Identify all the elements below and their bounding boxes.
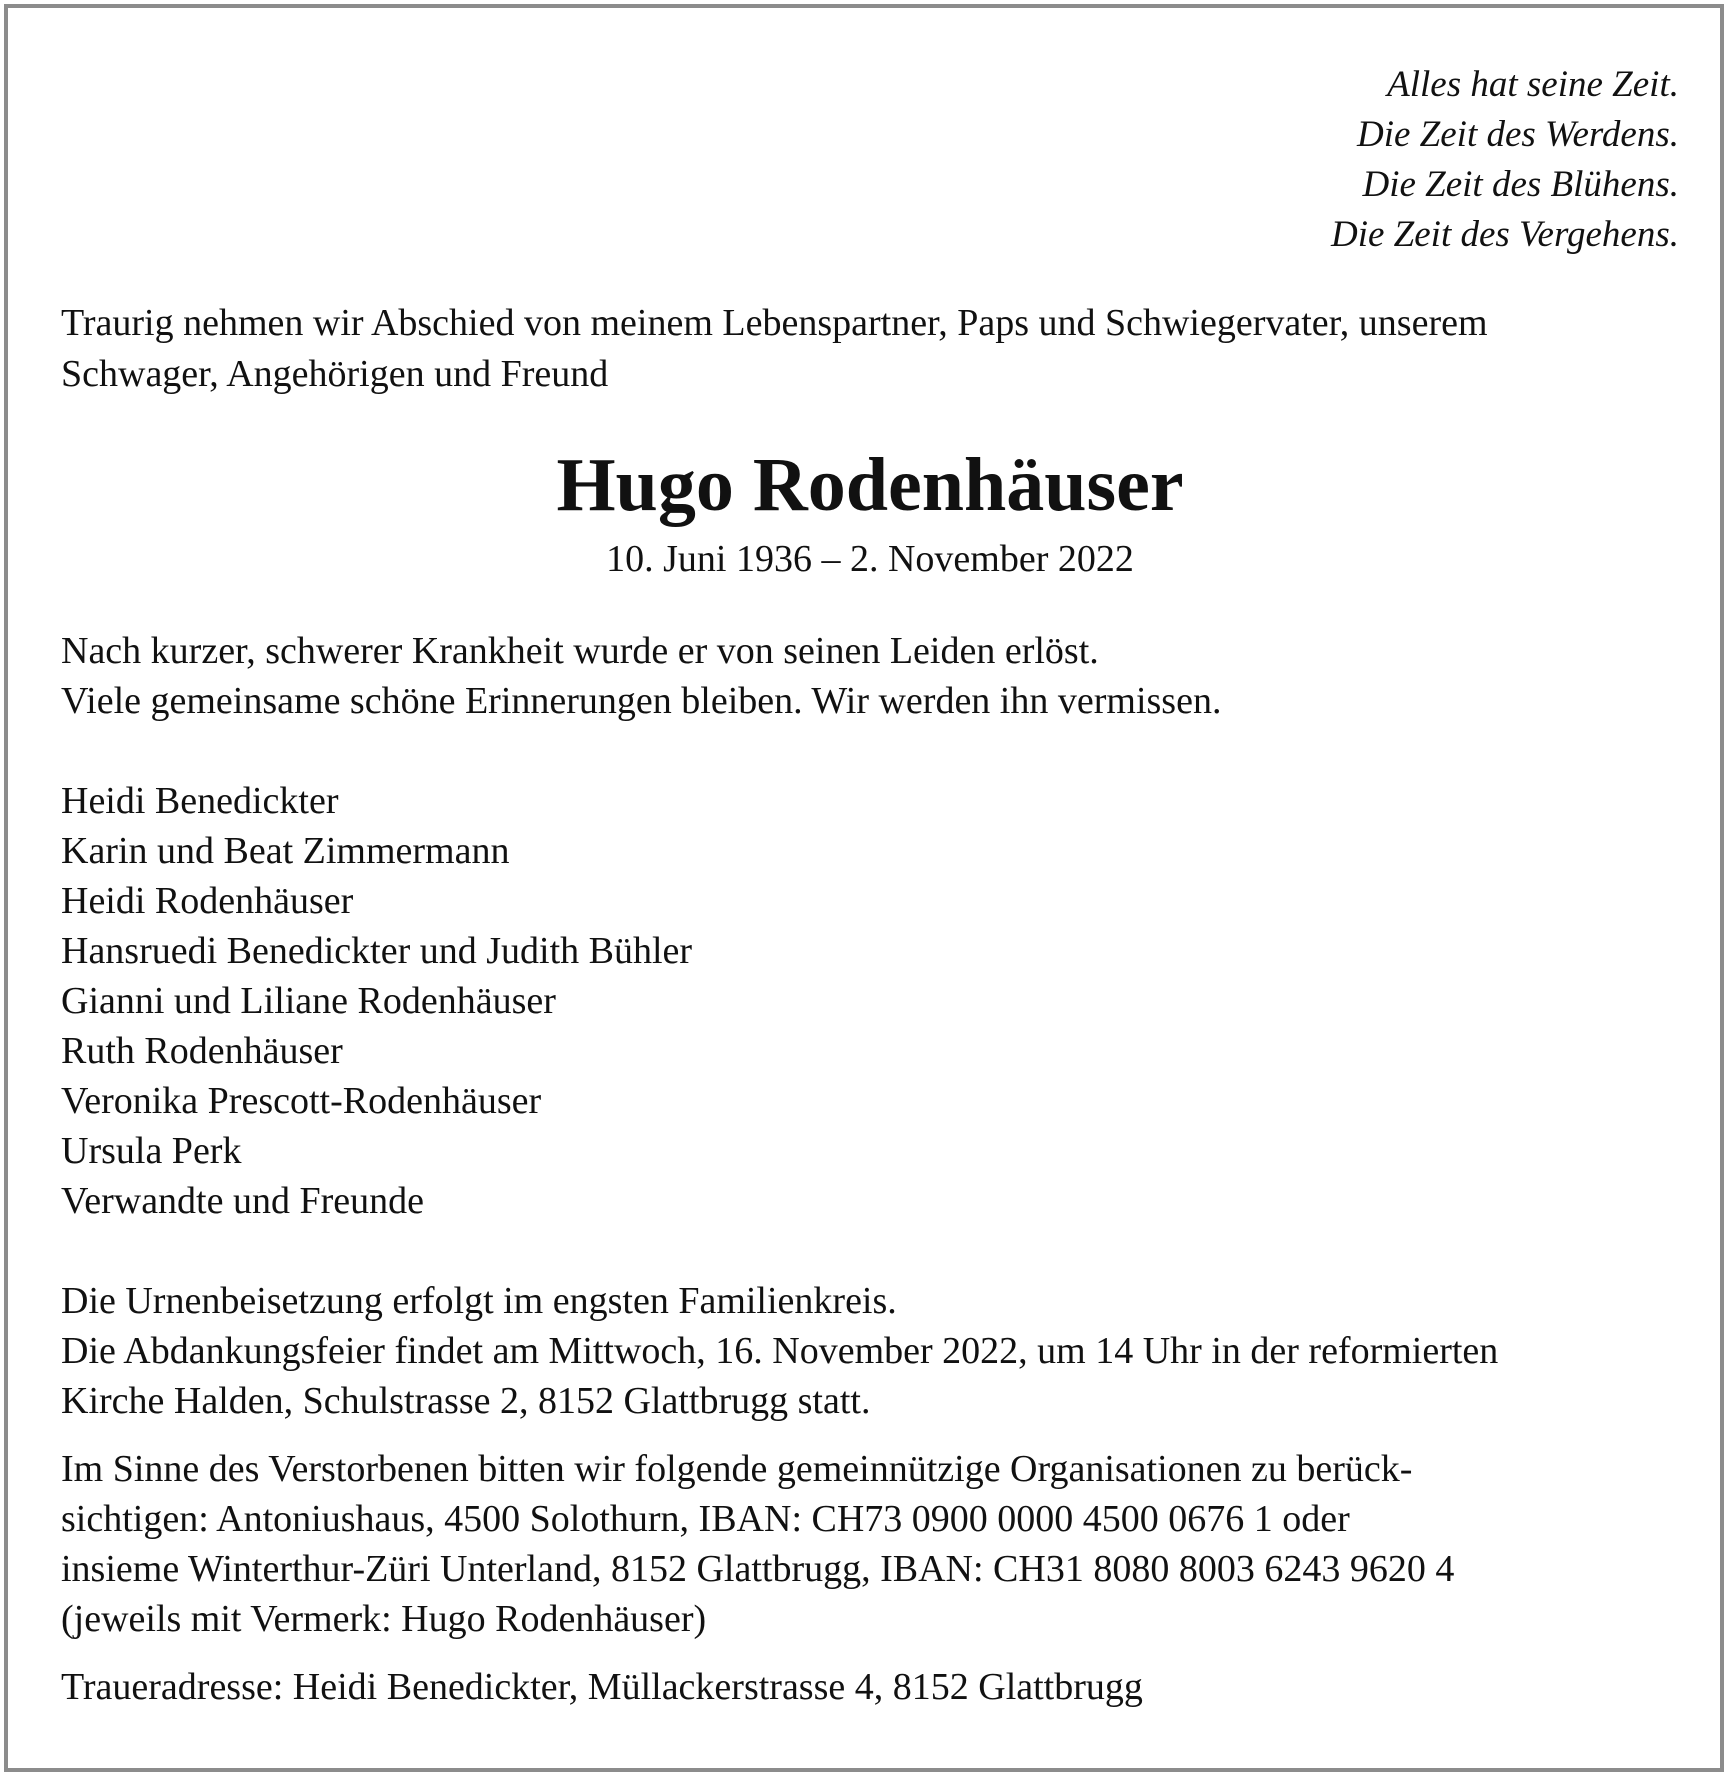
donation-line: sichtigen: Antoniushaus, 4500 Solothurn, IBAN: CH73 0900 0000 4500 0676 1 oder — [61, 1498, 1350, 1540]
mourner-name: Ursula Perk — [61, 1130, 242, 1172]
ceremony-line: Die Urnenbeisetzung erfolgt im engsten Familienkreis. — [61, 1280, 897, 1322]
obituary-notice — [4, 4, 1724, 1772]
ceremony-line: Die Abdankungsfeier findet am Mittwoch, 16. November 2022, um 14 Uhr in der reformierten — [61, 1330, 1499, 1372]
mourner-name: Gianni und Liliane Rodenhäuser — [61, 980, 556, 1022]
mourner-name: Verwandte und Freunde — [61, 1180, 425, 1222]
intro-line: Traurig nehmen wir Abschied von meinem Lebenspartner, Paps und Schwiegervater, unserem — [61, 302, 1488, 344]
motto-line: Die Zeit des Vergehens. — [1331, 214, 1679, 255]
mourners-list — [61, 776, 1679, 1226]
mourner-name: Veronika Prescott-Rodenhäuser — [61, 1080, 542, 1122]
deceased-name: Hugo Rodenhäuser — [556, 443, 1184, 527]
ceremony-info — [61, 1276, 1679, 1426]
mourner-name: Hansruedi Benedickter und Judith Bühler — [61, 930, 693, 972]
mourner-name: Heidi Rodenhäuser — [61, 880, 354, 922]
motto-verse — [61, 60, 1679, 260]
mourner-name: Karin und Beat Zimmermann — [61, 830, 510, 872]
donation-line: (jeweils mit Vermerk: Hugo Rodenhäuser) — [61, 1598, 707, 1640]
intro-text — [61, 298, 1679, 400]
ceremony-line: Kirche Halden, Schulstrasse 2, 8152 Glattbrugg statt. — [61, 1380, 871, 1422]
notice-content — [61, 60, 1679, 1712]
mourner-name: Heidi Benedickter — [61, 780, 339, 822]
mourner-name: Ruth Rodenhäuser — [61, 1030, 343, 1072]
donation-line: Im Sinne des Verstorbenen bitten wir folgende gemeinnützige Organisationen zu berück- — [61, 1448, 1413, 1490]
message-line: Nach kurzer, schwerer Krankheit wurde er von seinen Leiden erlöst. — [61, 630, 1099, 672]
motto-line: Die Zeit des Blühens. — [1362, 164, 1679, 205]
donation-request — [61, 1444, 1679, 1644]
intro-line: Schwager, Angehörigen und Freund — [61, 353, 609, 395]
donation-line: insieme Winterthur-Züri Unterland, 8152 Glattbrugg, IBAN: CH31 8080 8003 6243 9620 4 — [61, 1548, 1455, 1590]
message-text — [61, 626, 1679, 726]
message-line: Viele gemeinsame schöne Erinnerungen bleiben. Wir werden ihn vermissen. — [61, 680, 1222, 722]
motto-line: Die Zeit des Werdens. — [1357, 114, 1679, 155]
mourning-address: Traueradresse: Heidi Benedickter, Müllackerstrasse 4, 8152 Glattbrugg — [61, 1666, 1143, 1708]
life-dates: 10. Juni 1936 – 2. November 2022 — [606, 538, 1134, 580]
motto-line: Alles hat seine Zeit. — [1387, 64, 1679, 105]
